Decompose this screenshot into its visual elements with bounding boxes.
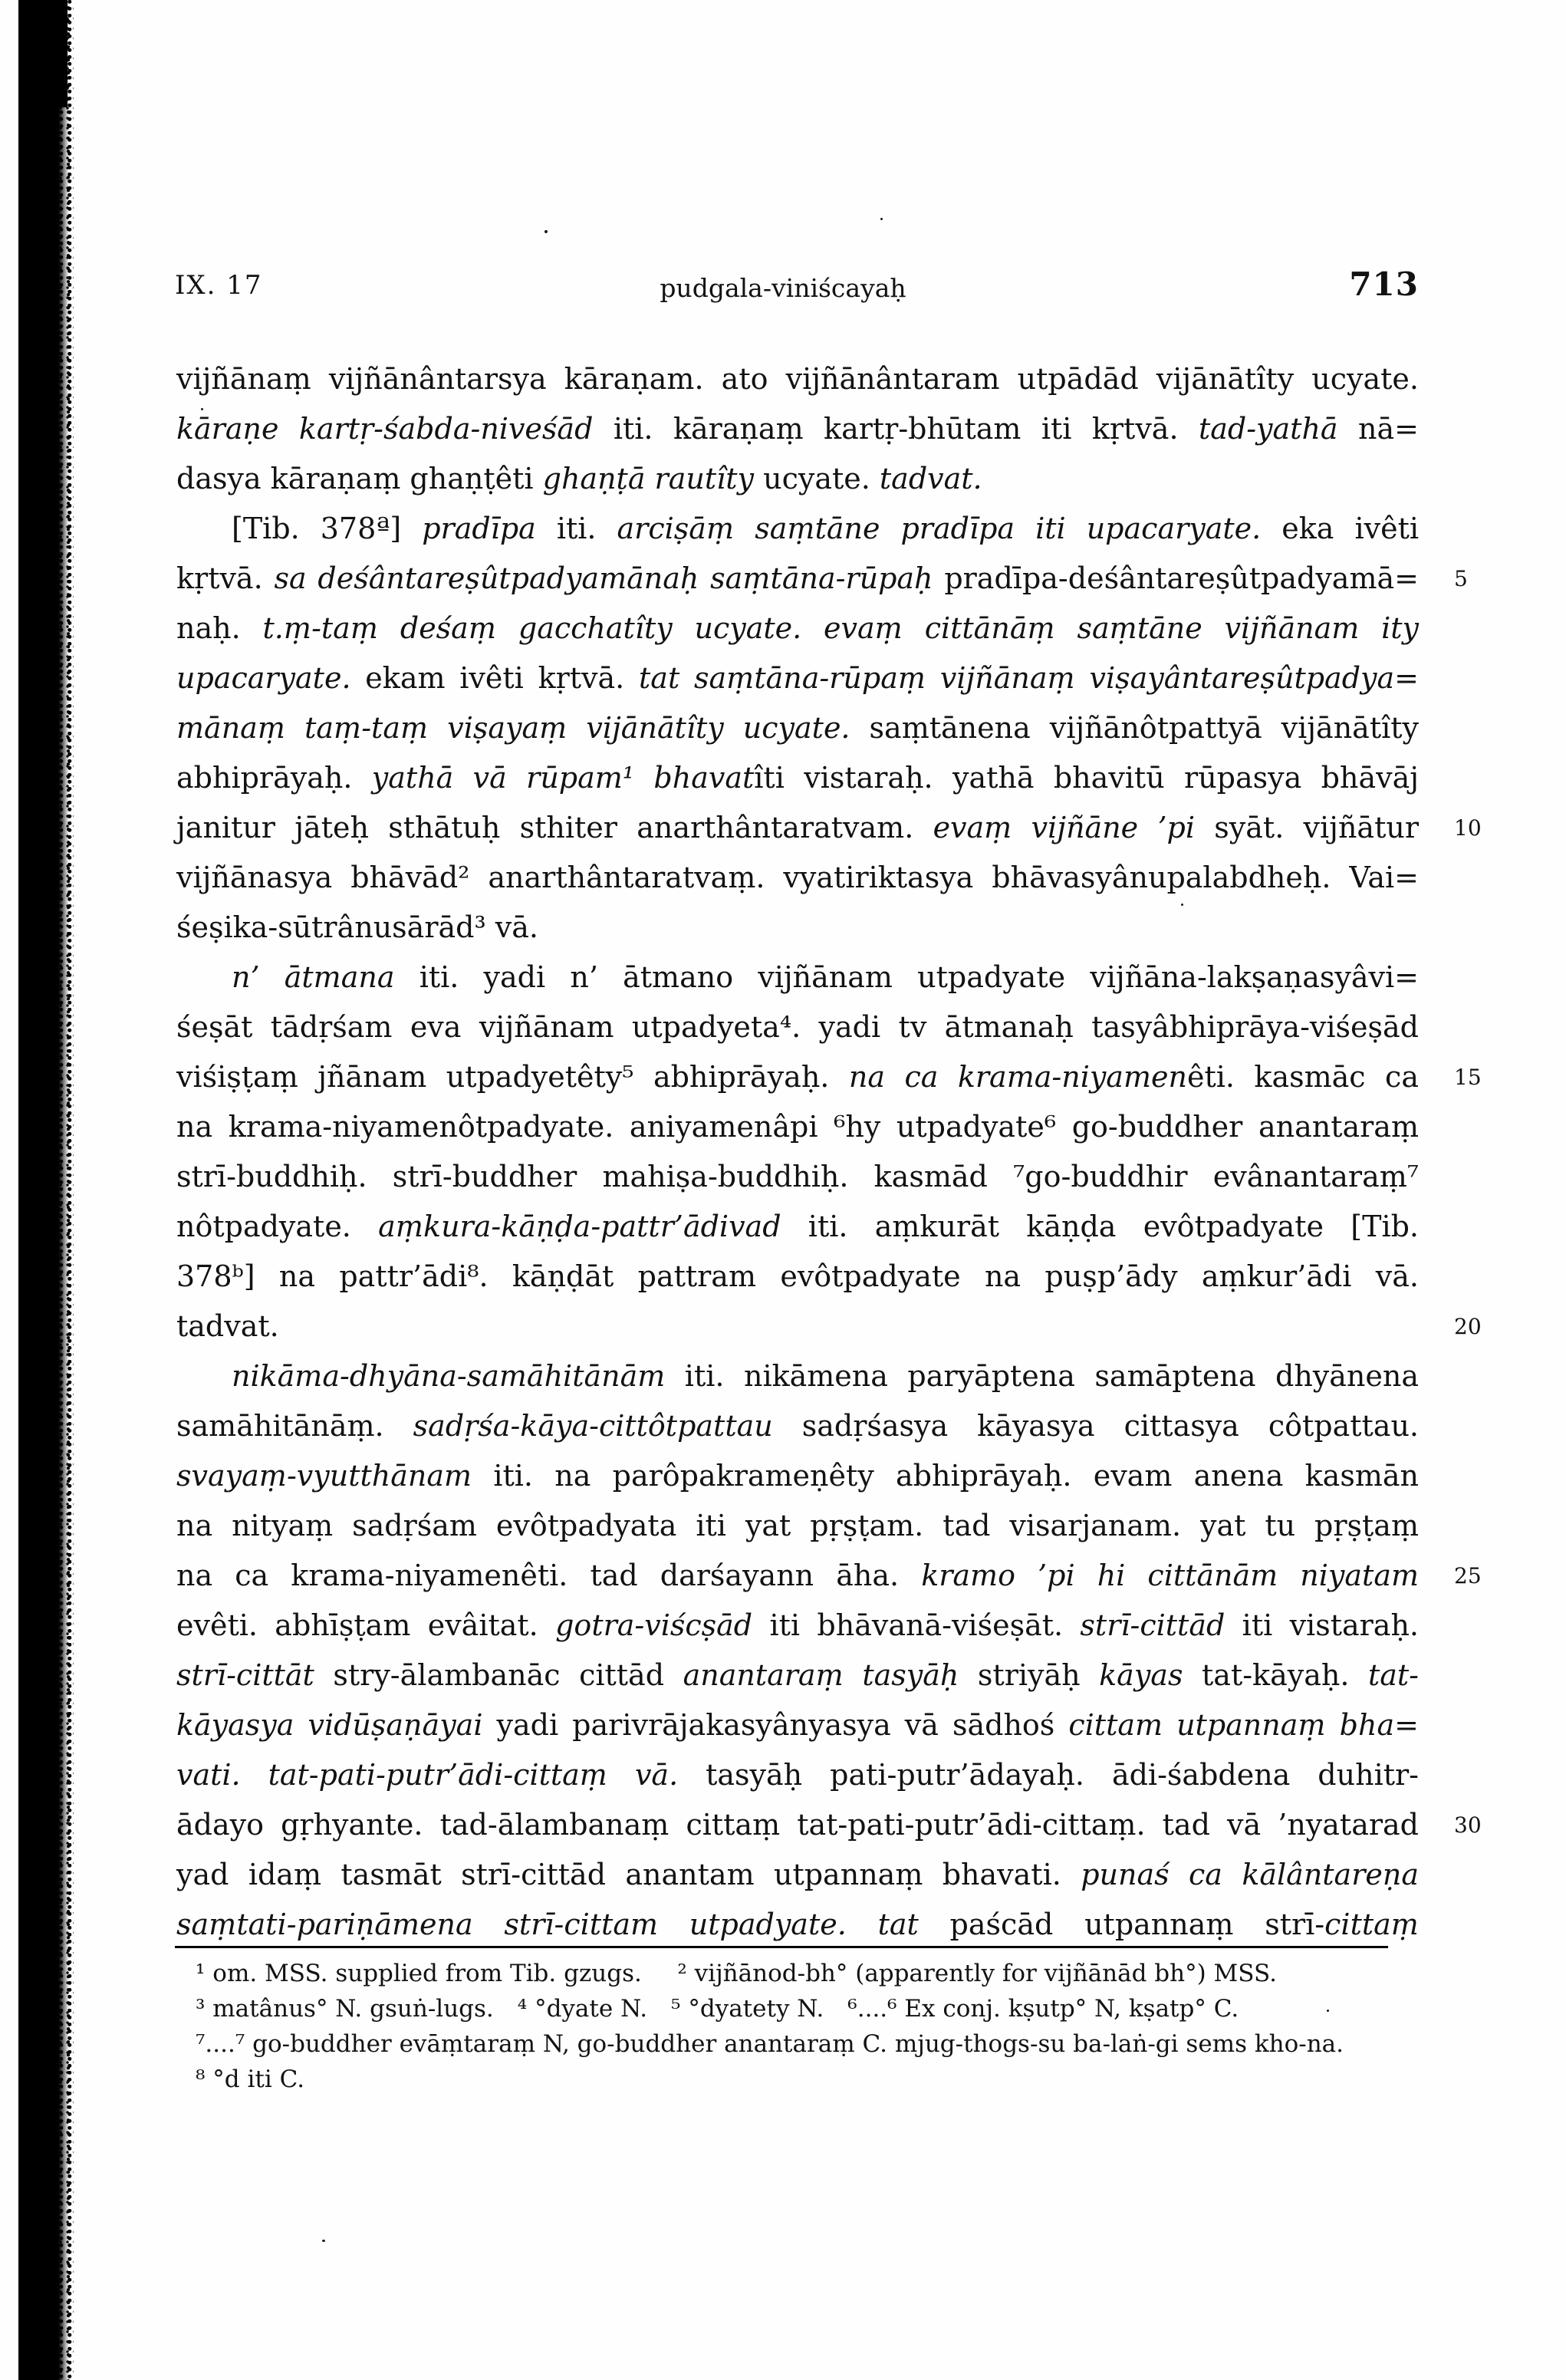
lemma-italic-run: sadṛśa-kāya-cittôtpattau xyxy=(413,1409,773,1443)
margin-line-number: 20 xyxy=(1454,1314,1482,1339)
lemma-italic-run: strī-cittād xyxy=(1080,1608,1225,1642)
text-line xyxy=(176,1002,1419,1052)
lemma-italic-run: tadvat. xyxy=(879,462,982,495)
footnote-separator-rule xyxy=(175,1946,1388,1948)
text-run: śeṣika-sūtrânusārād³ vā. xyxy=(176,910,538,944)
text-run: janitur jāteḥ sthātuḥ sthiter anarthântaratvam. xyxy=(176,811,933,844)
text-run: vijñānasya bhāvād² anarthântaratvaṃ. vyatiriktasya bhāvasyânupalabdheḥ. Vai= xyxy=(176,861,1419,894)
text-line xyxy=(176,753,1419,803)
text-line xyxy=(176,1152,1419,1202)
text-run: nôtpadyate. xyxy=(176,1210,379,1243)
text-line xyxy=(176,604,1419,653)
text-run: iti bhāvanā-viśeṣāt. xyxy=(752,1608,1081,1642)
text-run: na ca krama-niyamenêti. tad darśayann āha. xyxy=(176,1559,922,1592)
text-run: iti. na parôpakrameṇêty abhiprāyaḥ. evam anena kasmān xyxy=(472,1459,1419,1493)
text-line xyxy=(176,354,1419,404)
text-line xyxy=(176,903,1419,953)
text-line xyxy=(176,703,1419,753)
text-run: iti. aṃkurāt kāṇḍa evôtpadyate [Tib. xyxy=(781,1210,1419,1243)
lemma-italic-run: kramo ’pi hi cittānām niyatam xyxy=(921,1559,1420,1592)
text-run: yadi parivrājakasyânyasya vā sādhoś xyxy=(482,1708,1069,1742)
lemma-italic-run: cittaṃ xyxy=(1324,1908,1419,1941)
lemma-italic-run: t.ṃ-taṃ deśaṃ gacchatîty ucyate. evaṃ cittānāṃ saṃtāne vijñānam ity xyxy=(262,611,1419,645)
text-run: ekam ivêti kṛtvā. xyxy=(350,661,640,695)
lemma-italic-run: sa deśântareṣûtpadyamānaḥ saṃtāna-rūpaḥ xyxy=(274,561,933,595)
text-run: [Tib. 378ª] xyxy=(232,512,423,545)
text-line xyxy=(176,1451,1419,1501)
text-line xyxy=(176,803,1482,853)
footnote-line: ⁸ °d iti C. xyxy=(196,2066,305,2093)
text-run: samāhitānāṃ. xyxy=(176,1409,413,1443)
text-line xyxy=(176,1202,1419,1252)
lemma-italic-run: cittam utpannaṃ bha= xyxy=(1068,1708,1419,1742)
text-run: sadṛśasya kāyasya cittasya côtpattau. xyxy=(772,1409,1420,1443)
page-number: 713 xyxy=(1349,265,1419,303)
text-line xyxy=(176,1401,1419,1451)
text-run: îti vistaraḥ. yathā bhavitū rūpasya bhāvāj xyxy=(754,761,1420,795)
text-line xyxy=(176,953,1419,1002)
lemma-italic-run: saṃtati-pariṇāmena strī-cittam utpadyate. tat xyxy=(176,1908,919,1941)
text-run: viśiṣṭaṃ jñānam utpadyetêty⁵ abhiprāyaḥ. xyxy=(176,1060,849,1094)
running-title: pudgala-viniścayaḥ xyxy=(660,273,906,303)
margin-line-number: 30 xyxy=(1454,1812,1482,1838)
text-run: saṃtānena vijñānôtpattyā vijānātîty xyxy=(850,711,1419,745)
text-run: evêti. abhīṣṭam evâitat. xyxy=(176,1608,556,1642)
margin-line-number: 25 xyxy=(1454,1563,1482,1588)
text-run: iti. xyxy=(535,512,617,545)
body-text xyxy=(176,354,1482,1950)
lemma-italic-run: kāyas xyxy=(1099,1658,1183,1692)
footnotes xyxy=(176,1956,1434,2097)
text-run: tat-kāyaḥ. xyxy=(1183,1658,1368,1692)
text-run: kṛtvā. xyxy=(176,561,275,595)
text-run: iti vistaraḥ. xyxy=(1225,1608,1420,1642)
lemma-italic-run: vati. tat-pati-putr’ādi-cittaṃ vā. xyxy=(176,1758,679,1792)
text-run: nā= xyxy=(1337,412,1420,446)
text-line xyxy=(176,1900,1419,1950)
scan-speck xyxy=(544,230,548,233)
text-line xyxy=(176,853,1419,903)
text-run: dasya kāraṇaṃ ghaṇṭêti xyxy=(176,462,543,495)
text-line xyxy=(176,554,1468,604)
lemma-italic-run: arciṣāṃ saṃtāne pradīpa iti upacaryate. xyxy=(617,512,1262,545)
text-line xyxy=(176,1052,1482,1102)
text-run: striyāḥ xyxy=(959,1658,1100,1692)
text-run: na nityaṃ sadṛśam evôtpadyata iti yat pṛṣṭam. tad visarjanam. yat tu pṛṣṭaṃ xyxy=(176,1509,1419,1542)
text-run: iti. nikāmena paryāptena samāptena dhyānena xyxy=(665,1359,1419,1393)
lemma-italic-run: kāraṇe kartṛ-śabda-niveśād xyxy=(176,412,594,446)
lemma-italic-run: ghaṇṭā rautîty xyxy=(542,462,755,495)
text-run: yad idaṃ tasmāt strī-cittād anantam utpannaṃ bhavati. xyxy=(176,1858,1081,1891)
text-line xyxy=(176,1750,1419,1800)
text-run: iti. yadi n’ ātmano vijñānam utpadyate vijñāna-lakṣaṇasyâvi= xyxy=(394,960,1419,994)
lemma-italic-run: gotra-viścṣād xyxy=(555,1608,753,1642)
text-run: iti. kāraṇaṃ kartṛ-bhūtam iti kṛtvā. xyxy=(593,412,1199,446)
lemma-italic-run: evaṃ vijñāne ’pi xyxy=(933,811,1196,844)
text-run: naḥ. xyxy=(176,611,263,645)
text-run: paścād utpannaṃ strī- xyxy=(918,1908,1325,1941)
text-run: ucyate. xyxy=(754,462,880,495)
text-run: abhiprāyaḥ. xyxy=(176,761,372,795)
lemma-italic-run: tad-yathā xyxy=(1198,412,1338,446)
text-run: na krama-niyamenôtpadyate. aniyamenâpi ⁶hy utpadyate⁶ go-buddher anantaraṃ xyxy=(176,1110,1419,1144)
text-run: tadvat. xyxy=(176,1309,279,1343)
text-line xyxy=(176,1102,1419,1152)
lemma-italic-run: tat- xyxy=(1367,1658,1419,1692)
section-reference: IX. 17 xyxy=(175,270,263,301)
text-line xyxy=(176,504,1419,554)
margin-line-number: 15 xyxy=(1454,1065,1482,1090)
lemma-italic-run: pradīpa xyxy=(422,512,536,545)
text-run: 378ᵇ] na pattr’ādi⁸. kāṇḍāt pattram evôtpadyate na puṣp’ādy aṃkur’ādi vā. xyxy=(176,1259,1419,1293)
lemma-italic-run: svayaṃ-vyutthānam xyxy=(176,1459,472,1493)
text-run: syāt. vijñātur xyxy=(1195,811,1419,844)
margin-line-number: 5 xyxy=(1454,566,1468,591)
lemma-italic-run: aṃkura-kāṇḍa-pattr’ādivad xyxy=(378,1210,781,1243)
footnote-line: ¹ om. MSS. supplied from Tib. gzugs. ² vijñānod-bh° (apparently for vijñānād bh°) MSS. xyxy=(196,1960,1277,1987)
text-line xyxy=(176,1850,1419,1900)
text-line xyxy=(176,1800,1482,1850)
lemma-italic-run: strī-cittāt xyxy=(176,1658,314,1692)
lemma-italic-run: n’ ātmana xyxy=(232,960,395,994)
scan-speck xyxy=(880,218,883,220)
scan-speck xyxy=(322,2240,325,2242)
text-run: ādayo gṛhyante. tad-ālambanaṃ cittaṃ tat-pati-putr’ādi-cittaṃ. tad vā ’nyatarad xyxy=(176,1808,1419,1842)
text-line xyxy=(176,1700,1419,1750)
lemma-italic-run: upacaryate. xyxy=(176,661,351,695)
lemma-italic-run: mānaṃ taṃ-taṃ viṣayaṃ vijānātîty ucyate. xyxy=(176,711,850,745)
text-line xyxy=(176,454,1419,504)
lemma-italic-run: yathā vā rūpam¹ bhavat xyxy=(371,761,755,795)
lemma-italic-run: kāyasya vidūṣaṇāyai xyxy=(176,1708,483,1742)
text-line xyxy=(176,404,1419,454)
footnote-line: ⁷....⁷ go-buddher evāṃtaraṃ N, go-buddher anantaraṃ C. mjug-thogs-su ba-laṅ-gi sems kho-na. xyxy=(196,2030,1344,2058)
text-run: vijñānaṃ vijñānântarsya kāraṇam. ato vijñānântaram utpādād vijānātîty ucyate. xyxy=(176,362,1419,396)
text-line xyxy=(176,1302,1482,1351)
text-run: tasyāḥ pati-putr’ādayaḥ. ādi-śabdena duhitr- xyxy=(678,1758,1420,1792)
text-line xyxy=(176,1252,1419,1302)
lemma-italic-run: tat saṃtāna-rūpaṃ vijñānaṃ viṣayântareṣûtpadya= xyxy=(639,661,1420,695)
lemma-italic-run: anantaraṃ tasyāḥ xyxy=(683,1658,959,1692)
text-line xyxy=(176,653,1419,703)
text-run: strī-buddhiḥ. strī-buddher mahiṣa-buddhiḥ. kasmād ⁷go-buddhir evânantaraṃ⁷ xyxy=(176,1160,1419,1193)
binding-shadow xyxy=(18,0,51,2380)
text-line xyxy=(176,1601,1419,1651)
text-line xyxy=(176,1651,1419,1700)
text-run: êti. kasmāc ca xyxy=(1186,1060,1419,1094)
text-run: śeṣāt tādṛśam eva vijñānam utpadyeta⁴. yadi tv ātmanaḥ tasyâbhiprāya-viśeṣād xyxy=(176,1010,1419,1044)
text-run: pradīpa-deśântareṣûtpadyamā= xyxy=(933,561,1419,595)
lemma-italic-run: na ca krama-niyamen xyxy=(848,1060,1187,1094)
text-run: eka ivêti xyxy=(1261,512,1419,545)
text-run: stry-ālambanāc cittād xyxy=(314,1658,683,1692)
text-line xyxy=(176,1351,1419,1401)
lemma-italic-run: nikāma-dhyāna-samāhitānām xyxy=(232,1359,666,1393)
margin-line-number: 10 xyxy=(1454,815,1482,841)
footnote-line: ³ matânus° N. gsuṅ-lugs. ⁴ °dyate N. ⁵ °dyatety N. ⁶....⁶ Ex conj. kṣutp° N, kṣatp° C. xyxy=(196,1995,1239,2023)
text-line xyxy=(176,1501,1419,1551)
lemma-italic-run: punaś ca kālântareṇa xyxy=(1081,1858,1419,1891)
text-line xyxy=(176,1551,1482,1601)
